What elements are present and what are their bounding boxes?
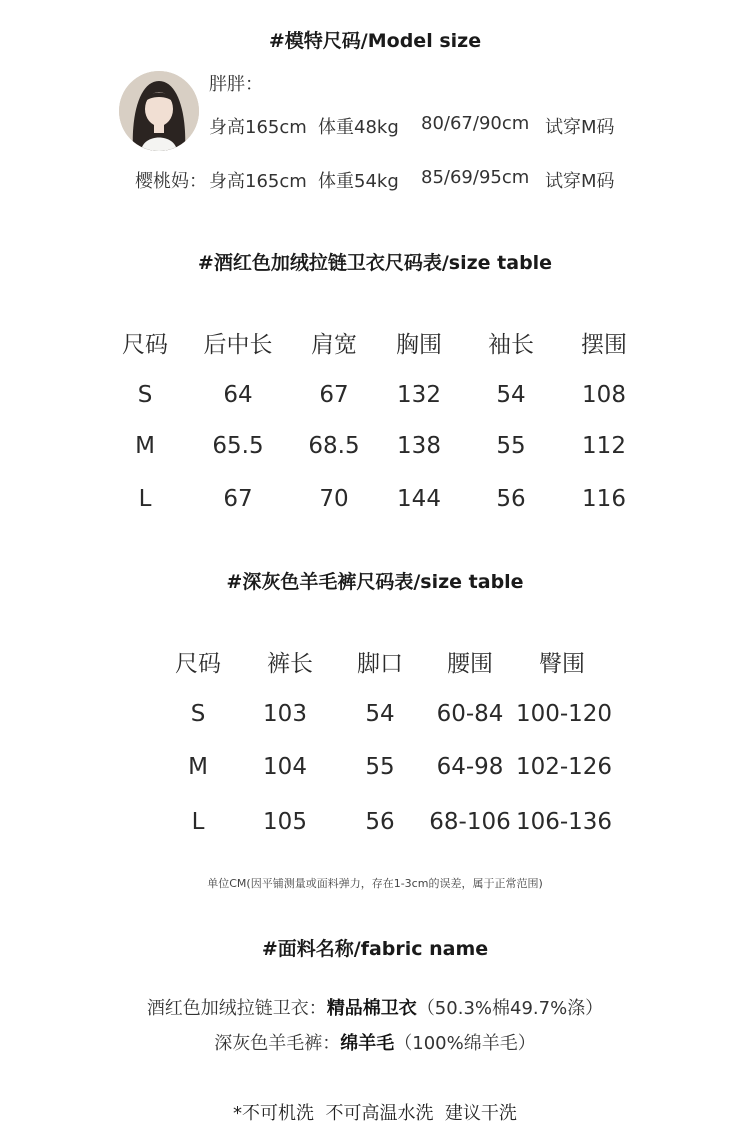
header-cell: 尺码 [175, 651, 221, 677]
table-cell: 108 [582, 382, 626, 408]
table-cell: 64 [223, 382, 253, 408]
table-cell: 54 [496, 382, 526, 408]
fabric-item-label: 酒红色加绒拉链卫衣： [146, 998, 327, 1019]
model2-name: 樱桃妈： [135, 171, 207, 192]
table-cell: 105 [263, 809, 307, 835]
table-cell: 60-84 [436, 701, 504, 727]
model2-tried-size: 试穿M码 [545, 171, 615, 192]
model2-measurements: 85/69/95cm [421, 167, 530, 188]
model1-name: 胖胖： [209, 74, 263, 95]
table-cell: 102-126 [515, 754, 613, 780]
table-cell: 132 [397, 382, 441, 408]
table-cell: M [135, 433, 155, 459]
model2-weight: 体重54kg [318, 171, 399, 192]
header-cell: 后中长 [203, 332, 273, 358]
fabric-composition: （100%绵羊毛） [394, 1033, 536, 1054]
header-cell: 脚口 [357, 651, 403, 677]
fabric-line-hoodie [0, 994, 750, 1020]
table-cell: 112 [582, 433, 626, 459]
model-portrait-icon [119, 71, 199, 151]
table-cell: M [188, 754, 208, 780]
table-cell: 138 [397, 433, 441, 459]
model1-weight: 体重48kg [318, 117, 399, 138]
table-cell: 67 [223, 486, 253, 512]
fabric-name: 精品棉卫衣 [326, 998, 417, 1019]
table-cell: 56 [496, 486, 526, 512]
table-cell: 116 [582, 486, 626, 512]
table-cell: 56 [365, 809, 395, 835]
header-cell: 袖长 [488, 332, 534, 358]
fabric-composition: （50.3%棉49.7%涤） [416, 998, 604, 1019]
fabric-item-label: 深灰色羊毛裤： [214, 1033, 341, 1054]
table-cell: 100-120 [515, 701, 613, 727]
header-cell: 裤长 [267, 651, 313, 677]
fabric-name: 绵羊毛 [340, 1033, 395, 1054]
table-cell: 67 [319, 382, 349, 408]
table-cell: S [190, 701, 206, 727]
table-cell: 104 [263, 754, 307, 780]
model1-tried-size: 试穿M码 [545, 117, 615, 138]
header-cell: 胸围 [396, 332, 442, 358]
table-cell: 55 [496, 433, 526, 459]
pants-table-title: #深灰色羊毛裤尺码表/size table [226, 571, 524, 593]
table-cell: 68.5 [308, 433, 360, 459]
table-cell: L [191, 809, 205, 835]
header-cell: 摆围 [581, 332, 627, 358]
header-cell: 臀围 [539, 651, 585, 677]
model1-height: 身高165cm [209, 117, 307, 138]
header-cell: 腰围 [447, 651, 493, 677]
table-cell: 54 [365, 701, 395, 727]
table-cell: 106-136 [515, 809, 613, 835]
table-cell: S [137, 382, 153, 408]
fabric-line-pants [0, 1029, 750, 1055]
table-cell: 144 [397, 486, 441, 512]
table-cell: 68-106 [429, 809, 511, 835]
model1-measurements: 80/67/90cm [421, 113, 530, 134]
care-instructions: *不可机洗 不可高温水洗 建议干洗 [233, 1103, 517, 1124]
table-cell: 64-98 [436, 754, 504, 780]
hoodie-table-title: #酒红色加绒拉链卫衣尺码表/size table [197, 252, 553, 274]
model-avatar [119, 71, 199, 151]
table-cell: 70 [319, 486, 349, 512]
fabric-title: #面料名称/fabric name [261, 938, 489, 960]
table-cell: L [138, 486, 152, 512]
table-cell: 103 [263, 701, 307, 727]
table-cell: 65.5 [212, 433, 264, 459]
model-size-title: #模特尺码/Model size [268, 30, 482, 52]
header-cell: 尺码 [122, 332, 168, 358]
model2-height: 身高165cm [209, 171, 307, 192]
table-cell: 55 [365, 754, 395, 780]
measurement-note: 单位CM(因平铺测量或面料弹力，存在1-3cm的误差，属于正常范围) [207, 877, 543, 890]
header-cell: 肩宽 [311, 332, 357, 358]
